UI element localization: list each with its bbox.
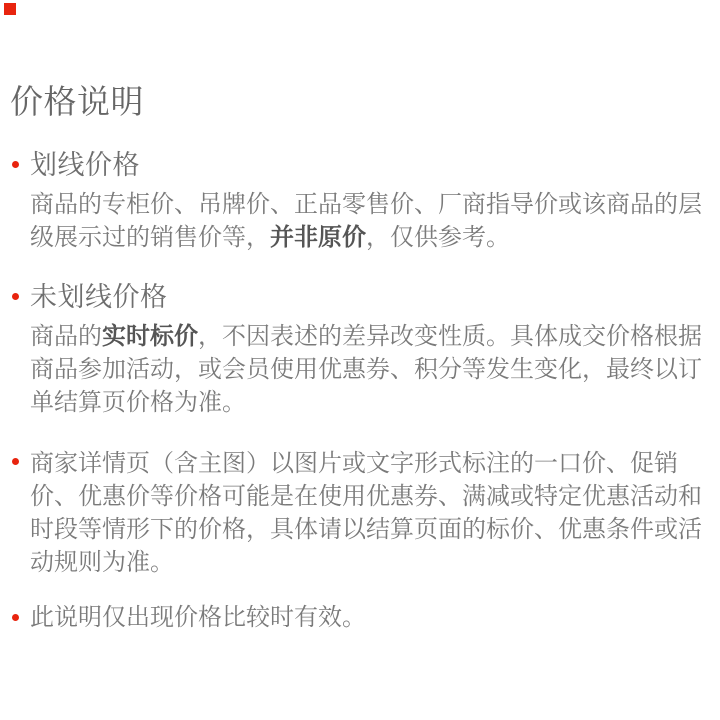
bullet-icon [12,161,19,168]
text-run: ，不因表述的差异改变性质。具体成交价格根据 [198,323,702,350]
section-heading-strikethrough-price: 划线价格 [30,150,140,180]
bold-text-run: 实时标价 [102,323,198,350]
section-paragraph-strikethrough-price [30,188,708,254]
paragraph-line: 时段等情形下的价格，具体请以结算页面的标价、优惠条件或活 [30,516,702,543]
red-corner-marker [4,3,16,15]
page-title: 价格说明 [10,83,144,120]
bullet-icon [12,458,19,465]
section-paragraph-merchant-detail-note [30,447,708,579]
text-run: ，仅供参考。 [366,224,510,251]
section-paragraph-validity-note [30,601,708,634]
bullet-icon [12,614,19,621]
paragraph-line: 商品的专柜价、吊牌价、正品零售价、厂商指导价或该商品的层 [30,191,702,218]
paragraph-line [30,221,708,254]
paragraph-line: 价、优惠价等价格可能是在使用优惠券、满减或特定优惠活动和 [30,483,702,510]
paragraph-line: 商家详情页（含主图）以图片或文字形式标注的一口价、促销 [30,450,678,477]
section-heading-non-strikethrough-price: 未划线价格 [30,282,168,312]
bullet-icon [12,293,19,300]
paragraph-line: 动规则为准。 [30,549,174,576]
paragraph-line: 单结算页价格为准。 [30,389,246,416]
text-run: 级展示过的销售价等， [30,224,270,251]
paragraph-line: 此说明仅出现价格比较时有效。 [30,604,366,631]
paragraph-line: 商品参加活动，或会员使用优惠券、积分等发生变化，最终以订 [30,356,702,383]
paragraph-line [30,320,708,353]
bold-text-run: 并非原价 [270,224,366,251]
section-paragraph-non-strikethrough-price [30,320,708,419]
text-run: 商品的 [30,323,102,350]
